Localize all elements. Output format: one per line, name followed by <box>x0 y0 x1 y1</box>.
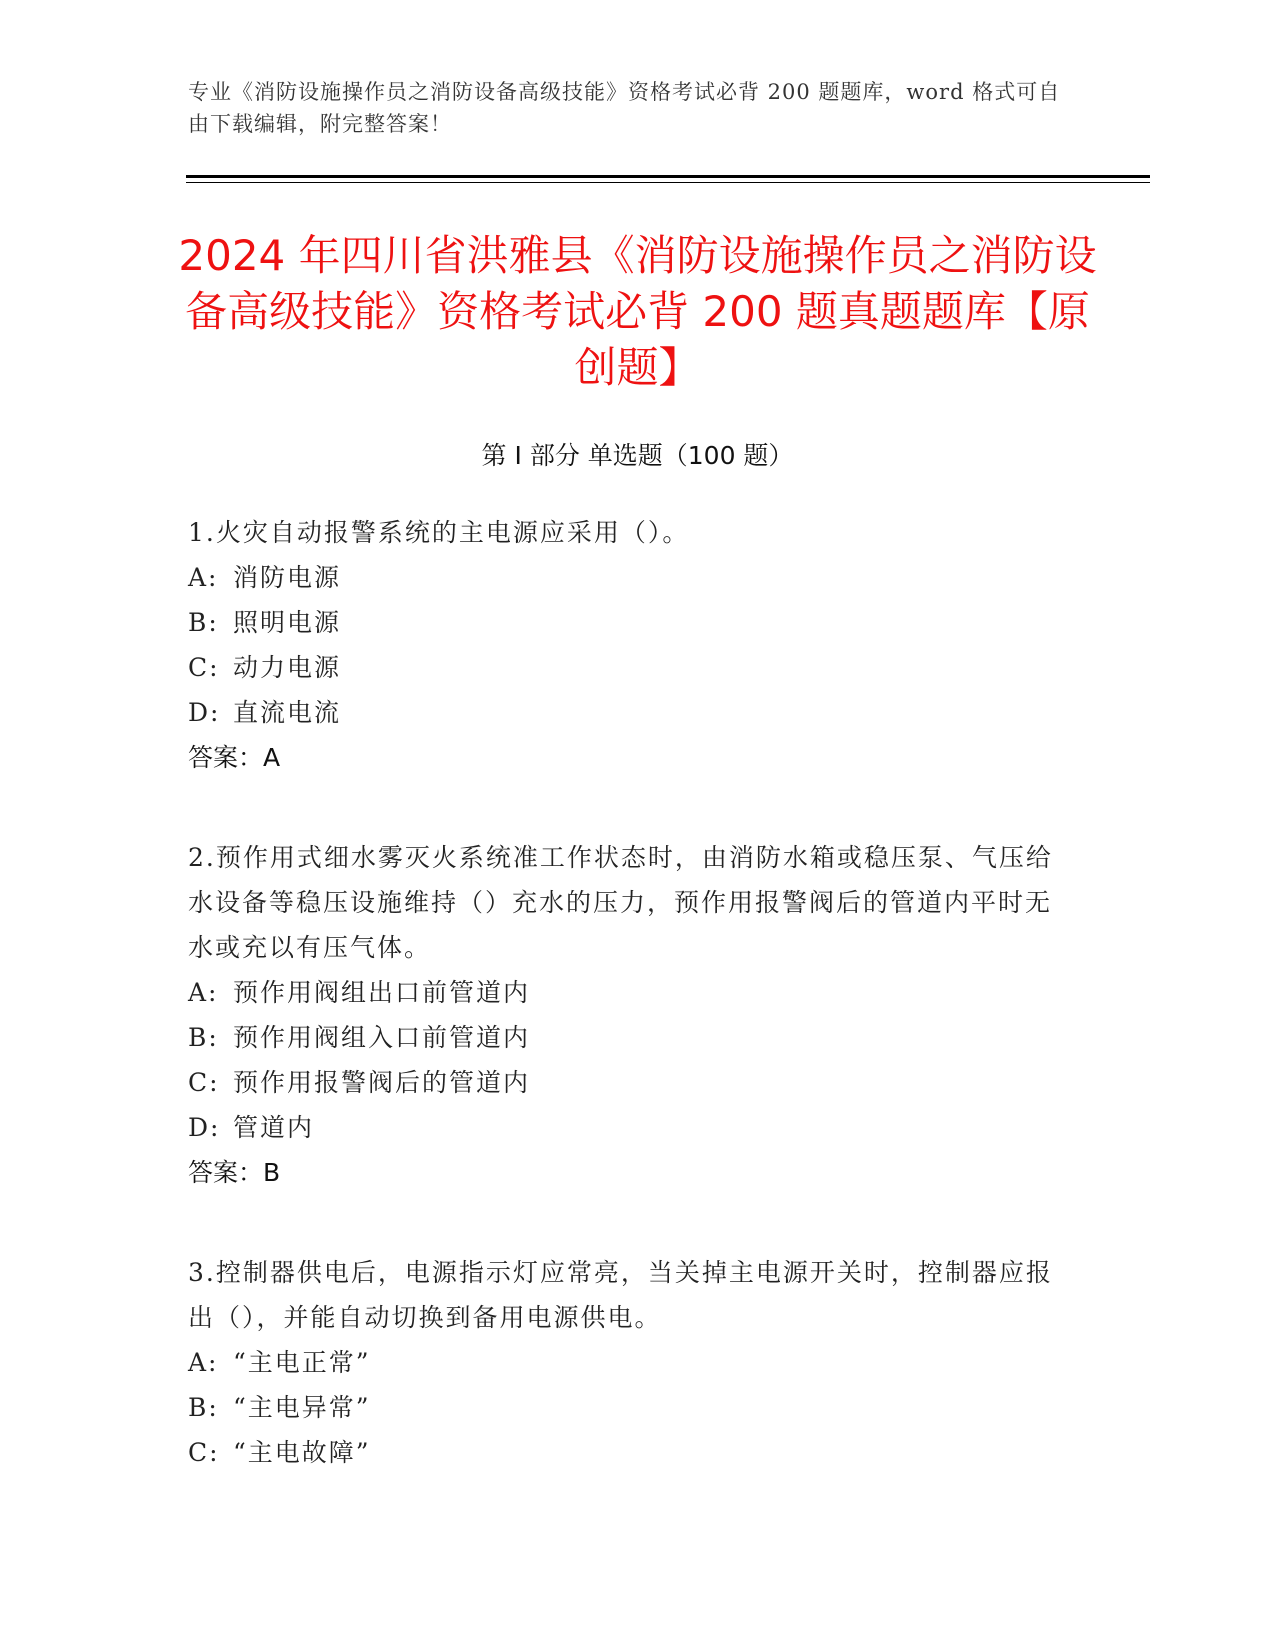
option-text: 消防电源 <box>233 563 342 592</box>
option-c <box>188 1430 1068 1475</box>
option-b <box>188 1015 1068 1060</box>
option-text: “主电正常” <box>233 1348 371 1377</box>
option-d <box>188 690 1068 735</box>
option-text: 预作用阀组出口前管道内 <box>233 978 531 1007</box>
option-letter: D: <box>188 698 221 727</box>
question-3 <box>188 1250 1068 1475</box>
option-letter: B: <box>188 1393 219 1422</box>
option-letter: C: <box>188 1438 220 1467</box>
question-stem: 2.预作用式细水雾灭火系统准工作状态时，由消防水箱或稳压泵、气压给水设备等稳压设施维持（）充水的压力，预作用报警阀后的管道内平时无水或充以有压气体。 <box>188 843 1053 962</box>
header-rule-thin <box>186 182 1150 183</box>
option-c <box>188 1060 1068 1105</box>
header-rule-thick <box>186 175 1150 178</box>
answer: 答案：A <box>188 743 281 772</box>
option-letter: C: <box>188 653 220 682</box>
option-letter: C: <box>188 1068 220 1097</box>
option-c <box>188 645 1068 690</box>
option-a <box>188 1340 1068 1385</box>
header-note: 专业《消防设施操作员之消防设备高级技能》资格考试必背 200 题题库，word 格式可自由下载编辑，附完整答案！ <box>188 80 1061 136</box>
option-a <box>188 555 1068 600</box>
document-title: 2024 年四川省洪雅县《消防设施操作员之消防设备高级技能》资格考试必背 200 题真题题库【原创题】 <box>178 231 1097 392</box>
answer: 答案：B <box>188 1158 281 1187</box>
option-text: 照明电源 <box>233 608 342 637</box>
option-text: “主电故障” <box>233 1438 371 1467</box>
option-letter: D: <box>188 1113 221 1142</box>
option-b <box>188 600 1068 645</box>
option-text: 管道内 <box>233 1113 315 1142</box>
question-stem: 1.火灾自动报警系统的主电源应采用（）。 <box>188 518 690 547</box>
option-text: 直流电流 <box>233 698 342 727</box>
question-2 <box>188 835 1068 1195</box>
option-letter: B: <box>188 1023 219 1052</box>
option-b <box>188 1385 1068 1430</box>
question-stem: 3.控制器供电后，电源指示灯应常亮，当关掉主电源开关时，控制器应报出（），并能自动切换到备用电源供电。 <box>188 1258 1053 1332</box>
section-heading: 第 I 部分 单选题（100 题） <box>481 441 794 470</box>
option-text: 预作用报警阀后的管道内 <box>233 1068 531 1097</box>
option-text: “主电异常” <box>233 1393 371 1422</box>
option-d <box>188 1105 1068 1150</box>
option-letter: A: <box>188 978 219 1007</box>
option-text: 预作用阀组入口前管道内 <box>233 1023 531 1052</box>
option-a <box>188 970 1068 1015</box>
question-1 <box>188 510 1068 780</box>
option-letter: B: <box>188 608 219 637</box>
option-letter: A: <box>188 563 219 592</box>
option-letter: A: <box>188 1348 219 1377</box>
option-text: 动力电源 <box>233 653 342 682</box>
